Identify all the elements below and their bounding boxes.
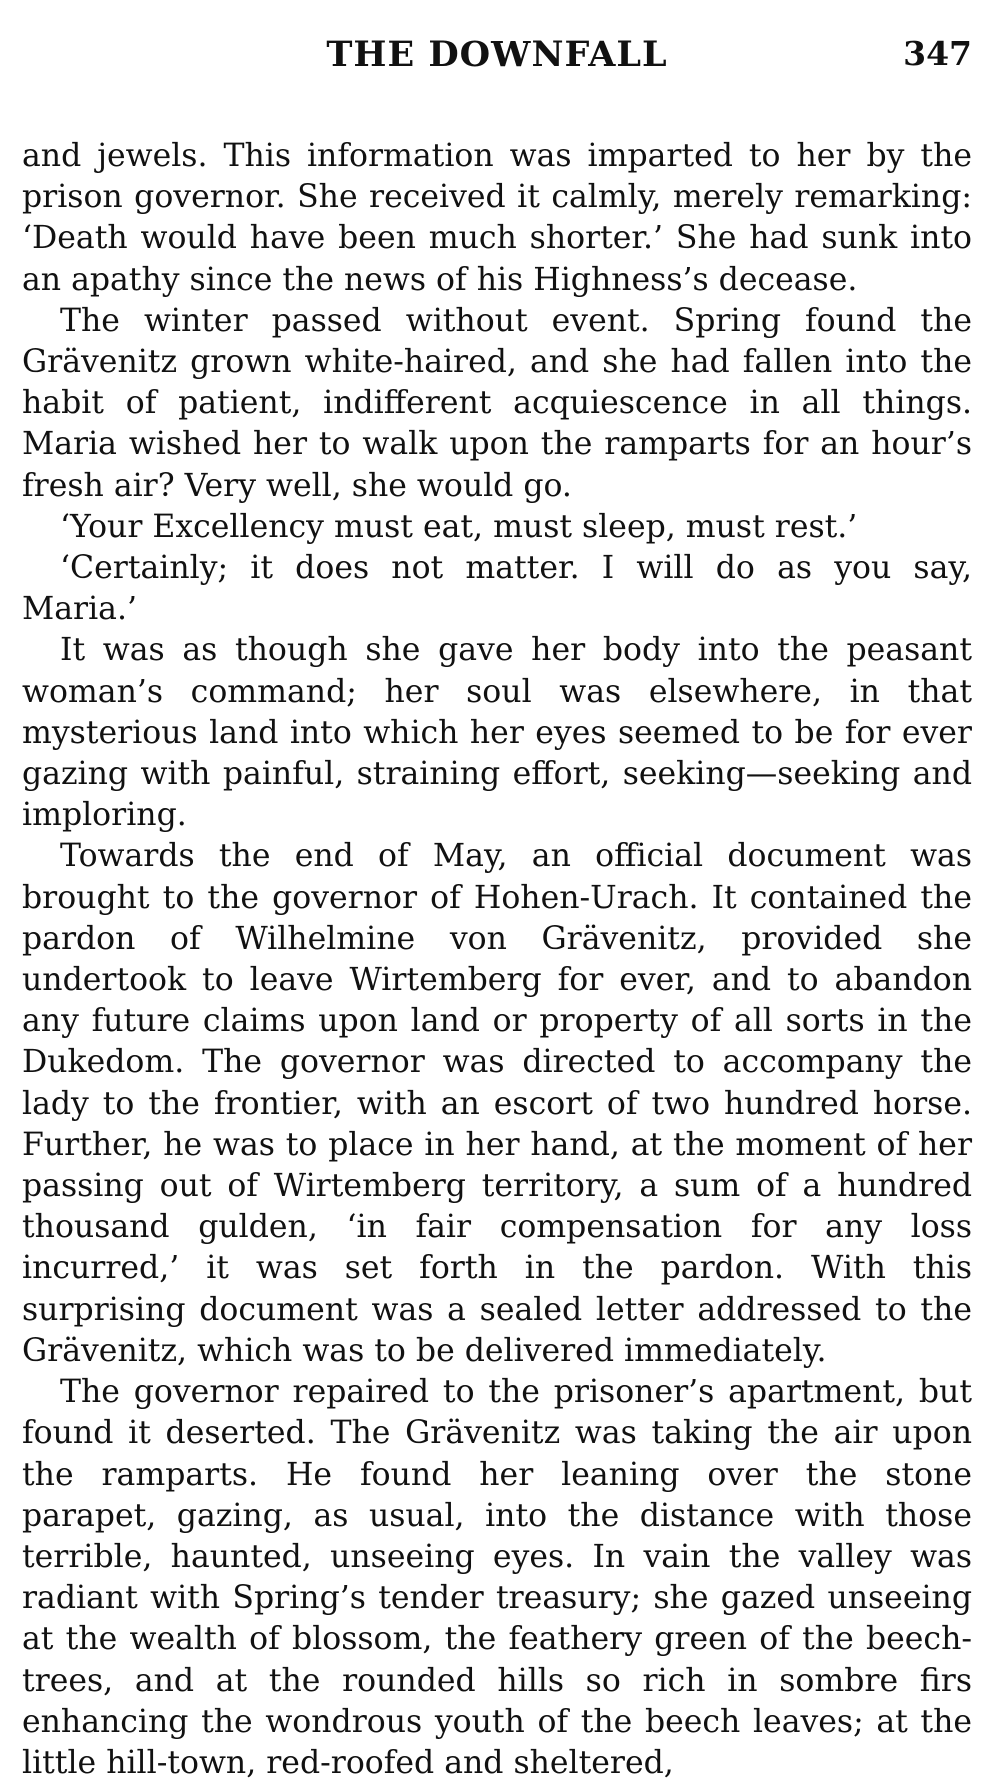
paragraph-dialogue: ‘Your Excellency must eat, must sleep, must rest.’ xyxy=(60,508,858,545)
book-page xyxy=(22,28,972,1784)
running-head xyxy=(22,28,972,88)
running-title: THE DOWNFALL xyxy=(326,34,668,75)
paragraph: The winter passed without event. Spring found the Grävenitz grown white-haired, and she had fallen into the habit of patient, indifferent acquiescence in all things. Maria wished her to walk upon the ramparts for an hour’s fresh air? Very well, she would go. xyxy=(22,302,972,504)
body-text xyxy=(22,136,972,1784)
page-number: 347 xyxy=(903,34,972,73)
paragraph: The governor repaired to the prisoner’s apartment, but found it deserted. The Grävenitz was taking the air upon the ramparts. He found her leaning over the stone parapet, gazing, as usual, into the distance with those terrible, haunted, unseeing eyes. In vain the valley was radiant with Spring’s tender treasury; she gazed unseeing at the wealth of blossom, the feathery green of the beech-trees, and at the rounded hills so rich in sombre firs enhancing the wondrous youth of the beech leaves; at the little hill-town, red-roofed and sheltered, xyxy=(22,1374,972,1781)
paragraph-continued: and jewels. This information was imparted to her by the prison governor. She received it calmly, merely remarking: ‘Death would have been much shorter.’ She had sunk into an apathy since the news of his Highness’s decease. xyxy=(22,138,972,298)
paragraph: It was as though she gave her body into the peasant woman’s command; her soul was elsewhere, in that mysterious land into which her eyes seemed to be for ever gazing with painful, straining effort, seeking—seeking and imploring. xyxy=(22,632,972,834)
paragraph-dialogue: ‘Certainly; it does not matter. I will do as you say, Maria.’ xyxy=(22,550,972,628)
paragraph: Towards the end of May, an official document was brought to the governor of Hohen-Urach. It contained the pardon of Wilhelmine von Grävenitz, provided she undertook to leave Wirtemberg for ever, and to abandon any future claims upon land or property of all sorts in the Dukedom. The governor was directed to accompany the lady to the frontier, with an escort of two hundred horse. Further, he was to place in her hand, at the moment of her passing out of Wirtemberg territory, a sum of a hundred thousand gulden, ‘in fair compensation for any loss incurred,’ it was set forth in the pardon. With this surprising document was a sealed letter addressed to the Grävenitz, which was to be delivered immediately. xyxy=(22,838,972,1369)
